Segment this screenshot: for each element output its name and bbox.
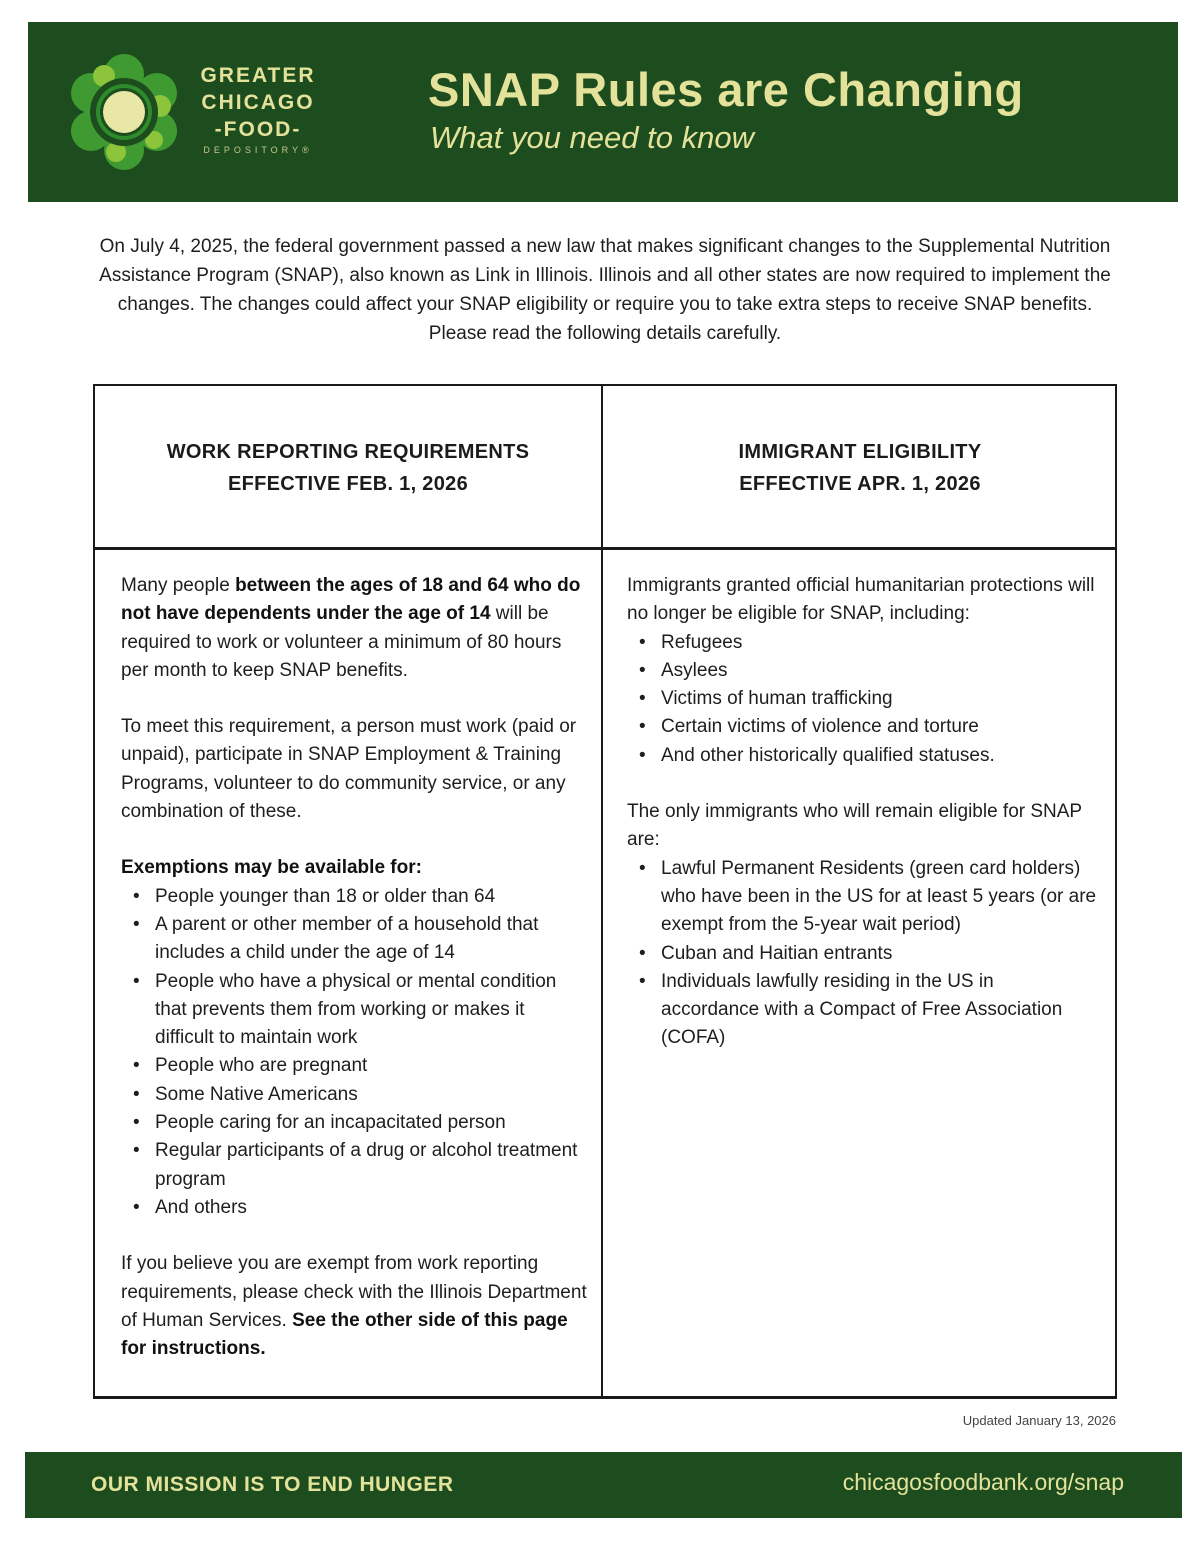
website-link[interactable]: chicagosfoodbank.org/snap xyxy=(842,1469,1124,1495)
exemptions-list xyxy=(121,883,587,1223)
ineligible-intro: Immigrants granted official humanitarian protections will no longer be eligible for SNAP, including: xyxy=(627,575,1095,625)
text-span: will be required to work or volunteer a minimum of 80 hours per month to keep SNAP benefits. xyxy=(121,603,562,681)
list-item: • Victims of human trafficking xyxy=(627,685,1097,713)
ineligible-list xyxy=(627,629,1097,770)
header-banner xyxy=(28,22,1178,202)
list-item: • Lawful Permanent Residents (green card holders) who have been in the US for at least 5 years (or are exempt from the 5-year wait period) xyxy=(627,855,1097,940)
info-table xyxy=(93,384,1117,1399)
list-item: • Asylees xyxy=(627,657,1097,685)
heading-date: EFFECTIVE FEB. 1, 2026 xyxy=(227,473,468,495)
list-item: • Some Native Americans xyxy=(121,1081,587,1109)
page-title: SNAP Rules are Changing xyxy=(428,63,1024,116)
list-item: • Refugees xyxy=(627,629,1097,657)
text-span: If you believe you are exempt from work reporting requirements, please check with the Illinois Department of Human Services. xyxy=(121,1253,587,1331)
list-item: • And others xyxy=(121,1194,587,1222)
list-item: • People caring for an incapacitated person xyxy=(121,1109,587,1137)
list-item: • People who have a physical or mental condition that prevents them from working or makes it difficult to maintain work xyxy=(121,968,587,1053)
page-subtitle: What you need to know xyxy=(430,120,754,155)
eligible-intro: The only immigrants who will remain eligible for SNAP are: xyxy=(627,801,1082,851)
heading-line: WORK REPORTING REQUIREMENTS xyxy=(166,441,530,463)
how-to-meet-paragraph: To meet this requirement, a person must work (paid or unpaid), participate in SNAP Employment & Training Programs, volunteer to do community service, or any combination of these. xyxy=(121,716,577,823)
list-item: • People who are pregnant xyxy=(121,1052,587,1080)
column-divider xyxy=(601,386,603,1396)
heading-line: IMMIGRANT ELIGIBILITY xyxy=(738,441,982,463)
bold-span: Exemptions may be available for: xyxy=(121,857,422,879)
closing-paragraph xyxy=(121,1250,587,1363)
work-requirement-paragraph xyxy=(121,572,587,685)
list-item: • A parent or other member of a household that includes a child under the age of 14 xyxy=(121,911,587,968)
immigrant-eligibility-heading xyxy=(603,436,1117,500)
footer-banner xyxy=(25,1452,1182,1518)
work-requirements-content xyxy=(121,572,587,1363)
text-span: Many people xyxy=(121,575,236,596)
organization-name xyxy=(188,62,328,155)
list-item: • And other historically qualified statuses. xyxy=(627,742,1097,770)
logo-line-depository: DEPOSITORY® xyxy=(203,145,313,155)
flower-logo-icon xyxy=(64,52,184,172)
list-item: • Certain victims of violence and torture xyxy=(627,713,1097,741)
immigrant-eligibility-content xyxy=(627,572,1097,1053)
logo-line-food: -FOOD- xyxy=(214,118,302,141)
intro-paragraph: On July 4, 2025, the federal government passed a new law that makes significant changes to the Supplemental Nutrition Assistance Program (SNAP), also known as Link in Illinois. Illinois and all other states are now required to implement the changes. The changes could affect your SNAP eligibility or require you to take extra steps to receive SNAP benefits. Please read the following details carefully. xyxy=(99,236,1111,344)
list-item: • Regular participants of a drug or alcohol treatment program xyxy=(121,1137,587,1194)
heading-date: EFFECTIVE APR. 1, 2026 xyxy=(739,473,981,495)
list-item: • People younger than 18 or older than 64 xyxy=(121,883,587,911)
list-item: • Individuals lawfully residing in the US in accordance with a Compact of Free Association (COFA) xyxy=(627,968,1097,1053)
work-requirements-heading xyxy=(95,436,601,500)
bold-span: between the ages of 18 and 64 who do not have dependents under the age of 14 xyxy=(121,575,581,625)
bold-span: See the other side of this page for instructions. xyxy=(121,1309,568,1360)
list-item: • Cuban and Haitian entrants xyxy=(627,940,1097,968)
header-divider xyxy=(95,547,1115,550)
mission-statement: OUR MISSION IS TO END HUNGER xyxy=(91,1473,454,1496)
logo-line-greater: GREATER xyxy=(200,64,316,87)
eligible-list xyxy=(627,855,1097,1053)
exemptions-heading xyxy=(121,854,587,882)
logo-line-chicago: CHICAGO xyxy=(201,91,315,114)
updated-date: Updated January 13, 2026 xyxy=(962,1413,1116,1428)
